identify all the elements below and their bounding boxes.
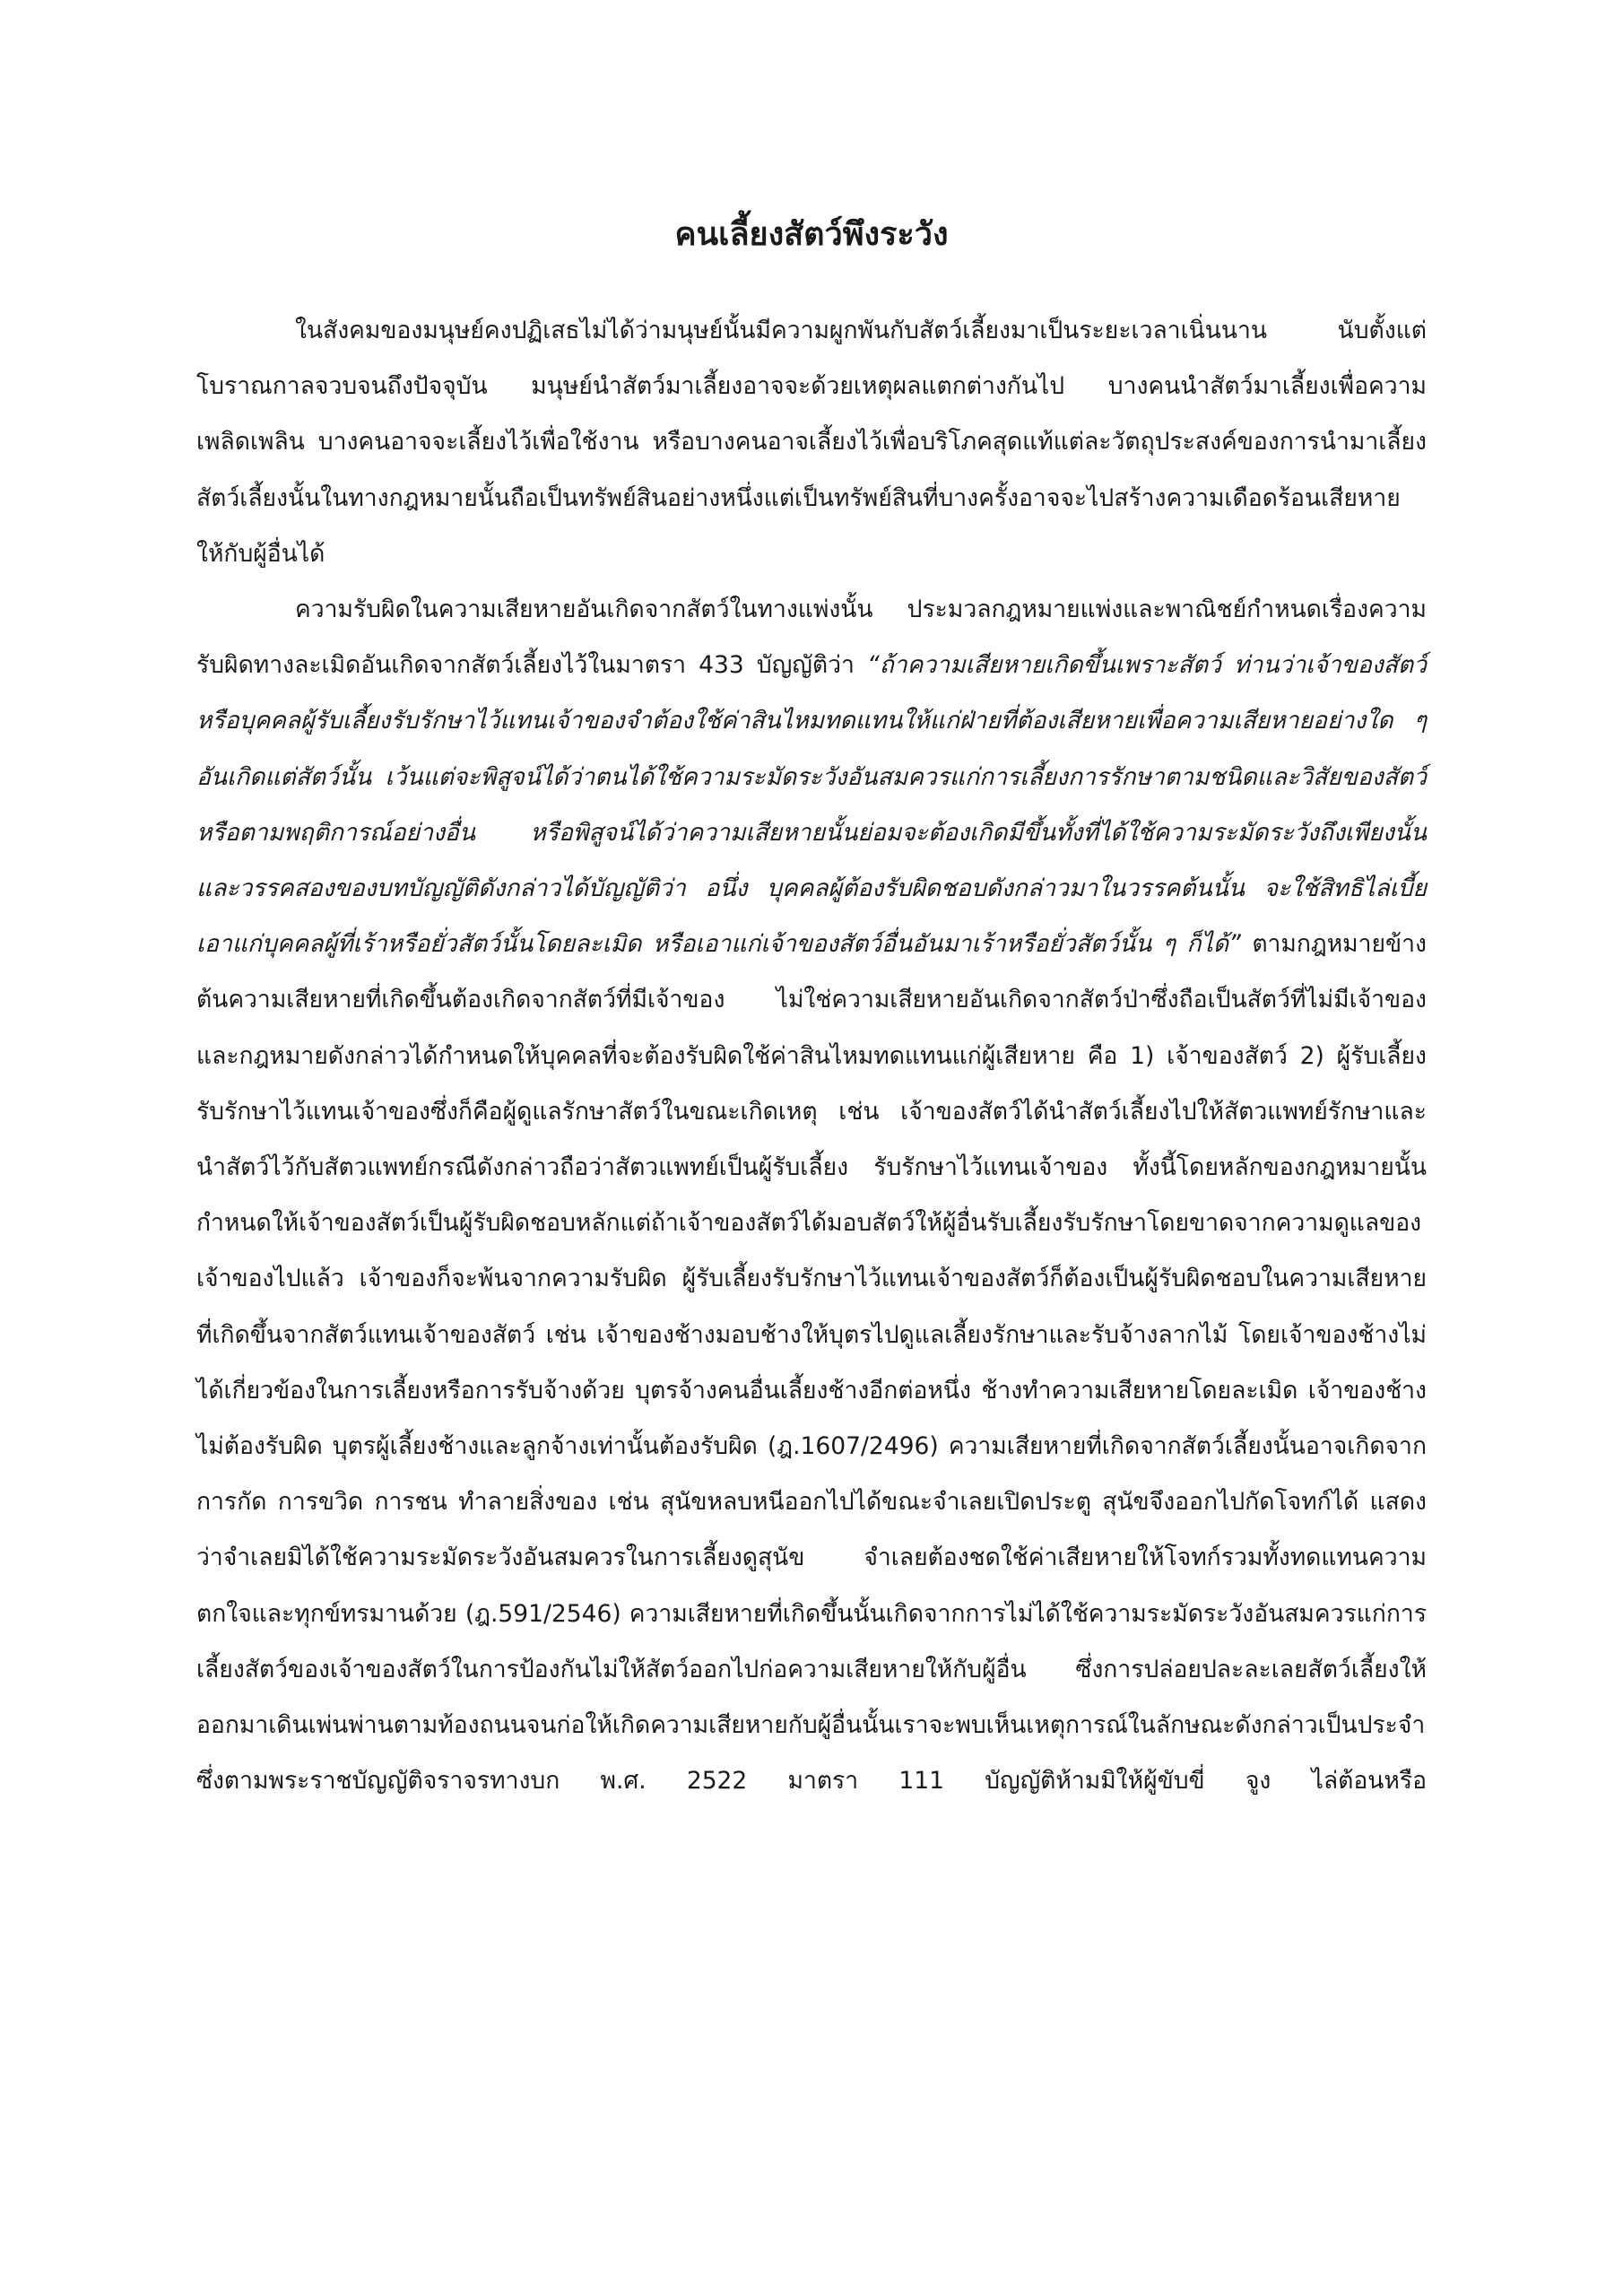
paragraph-2-rest: ตามกฎหมายข้างต้นความเสียหายที่เกิดขึ้นต้องเกิดจากสัตว์ที่มีเจ้าของ ไม่ใช่ความเสียหายอันเกิดจากสัตว์ป่าซึ่งถือเป็นสัตว์ที่ไม่มีเจ้าของ และกฎหมายดังกล่าวได้กำหนดให้บุคคลที่จะต้องรับผิดใช้ค่าสินไหมทดแทนแก่ผู้เสียหาย คือ 1) เจ้าของสัตว์ 2) ผู้รับเลี้ยงรับรักษาไว้แทนเจ้าของซึ่งก็คือผู้ดูแลรักษาสัตว์ในขณะเกิดเหตุ เช่น เจ้าของสัตว์ได้นำสัตว์เลี้ยงไปให้สัตวแพทย์รักษาและนำสัตว์ไว้กับสัตวแพทย์กรณีดังกล่าวถือว่าสัตวแพทย์เป็นผู้รับเลี้ยง รับรักษาไว้แทนเจ้าของ ทั้งนี้โดยหลักของกฎหมายนั้นกำหนดให้เจ้าของสัตว์เป็นผู้รับผิดชอบหลักแต่ถ้าเจ้าของสัตว์ได้มอบสัตว์ให้ผู้อื่นรับเลี้ยงรับรักษาโดยขาดจากความดูแลของเจ้าของไปแล้ว เจ้าของก็จะพ้นจากความรับผิด ผู้รับเลี้ยงรับรักษาไว้แทนเจ้าของสัตว์ก็ต้องเป็นผู้รับผิดชอบในความเสียหายที่เกิดขึ้นจากสัตว์แทนเจ้าของสัตว์ เช่น เจ้าของช้างมอบช้างให้บุตรไปดูแลเลี้ยงรักษาและรับจ้างลากไม้ โดยเจ้าของช้างไม่ได้เกี่ยวข้องในการเลี้ยงหรือการรับจ้างด้วย บุตรจ้างคนอื่นเลี้ยงช้างอีกต่อหนึ่ง ช้างทำความเสียหายโดยละเมิด เจ้าของช้างไม่ต้องรับผิด บุตรผู้เลี้ยงช้างและลูกจ้างเท่านั้นต้องรับผิด (ฎ.1607/2496) ความเสียหายที่เกิดจากสัตว์เลี้ยงนั้นอาจเกิดจากการกัด การขวิด การชน ทำลายสิ่งของ เช่น สุนัขหลบหนีออกไปได้ขณะจำเลยเปิดประตู สุนัขจึงออกไปกัดโจทก์ได้ แสดงว่าจำเลยมิได้ใช้ความระมัดระวังอันสมควรในการเลี้ยงดูสุนัข จำเลยต้องชดใช้ค่าเสียหายให้โจทก์รวมทั้งทดแทนความตกใจและทุกข์ทรมานด้วย (ฎ.591/2546) ความเสียหายที่เกิดขึ้นนั้นเกิดจากการไม่ได้ใช้ความระมัดระวังอันสมควรแก่การเลี้ยงสัตว์ของเจ้าของสัตว์ในการป้องกันไม่ให้สัตว์ออกไปก่อความเสียหายให้กับผู้อื่น ซึ่งการปล่อยปละละเลยสัตว์เลี้ยงให้ออกมาเดินเพ่นพ่านตามท้องถนนจนก่อให้เกิดความเสียหายกับผู้อื่นนั้นเราจะพบเห็นเหตุการณ์ในลักษณะดังกล่าวเป็นประจำ ซึ่งตามพระราชบัญญัติจราจรทางบก พ.ศ. 2522 มาตรา 111 บัญญัติห้ามมิให้ผู้ขับขี่ จูง ไล่ต้อนหรือ [196,930,1427,1796]
paragraph-2 [196,582,1427,1809]
paragraph-1: ในสังคมของมนุษย์คงปฏิเสธไม่ได้ว่ามนุษย์นั้นมีความผูกพันกับสัตว์เลี้ยงมาเป็นระยะเวลาเนิ่นนาน นับตั้งแต่โบราณกาลจวบจนถึงปัจจุบัน มนุษย์นำสัตว์มาเลี้ยงอาจจะด้วยเหตุผลแตกต่างกันไป บางคนนำสัตว์มาเลี้ยงเพื่อความเพลิดเพลิน บางคนอาจจะเลี้ยงไว้เพื่อใช้งาน หรือบางคนอาจเลี้ยงไว้เพื่อบริโภคสุดแท้แต่ละวัตถุประสงค์ของการนำมาเลี้ยง สัตว์เลี้ยงนั้นในทางกฎหมายนั้นถือเป็นทรัพย์สินอย่างหนึ่งแต่เป็นทรัพย์สินที่บางครั้งอาจจะไปสร้างความเดือดร้อนเสียหายให้กับผู้อื่นได้ [196,317,1427,568]
document-body [196,303,1427,1809]
paragraph-2-intro: ความรับผิดในความเสียหายอันเกิดจากสัตว์ในทางแพ่งนั้น ประมวลกฎหมายแพ่งและพาณิชย์กำหนดเรื่องความรับผิดทางละเมิดอันเกิดจากสัตว์เลี้ยงไว้ในมาตรา 433 บัญญัติว่า [196,596,1427,680]
paragraph-2-quote: “ถ้าความเสียหายเกิดขึ้นเพราะสัตว์ ท่านว่าเจ้าของสัตว์หรือบุคคลผู้รับเลี้ยงรับรักษาไว้แทนเจ้าของจำต้องใช้ค่าสินไหมทดแทนให้แก่ฝ่ายที่ต้องเสียหายเพื่อความเสียหายอย่างใด ๆ อันเกิดแต่สัตว์นั้น เว้นแต่จะพิสูจน์ได้ว่าตนได้ใช้ความระมัดระวังอันสมควรแก่การเลี้ยงการรักษาตามชนิดและวิสัยของสัตว์ หรือตามพฤติการณ์อย่างอื่น หรือพิสูจน์ได้ว่าความเสียหายนั้นย่อมจะต้องเกิดมีขึ้นทั้งที่ได้ใช้ความระมัดระวังถึงเพียงนั้น และวรรคสองของบทบัญญัติดังกล่าวได้บัญญัติว่า อนึ่ง บุคคลผู้ต้องรับผิดชอบดังกล่าวมาในวรรคต้นนั้น จะใช้สิทธิไล่เบี้ยเอาแก่บุคคลผู้ที่เร้าหรือยั่วสัตว์นั้นโดยละเมิด หรือเอาแก่เจ้าของสัตว์อื่นอันมาเร้าหรือยั่วสัตว์นั้น ๆ ก็ได้” [196,651,1427,959]
document-title: คนเลี้ยงสัตว์พึงระวัง [674,216,949,253]
